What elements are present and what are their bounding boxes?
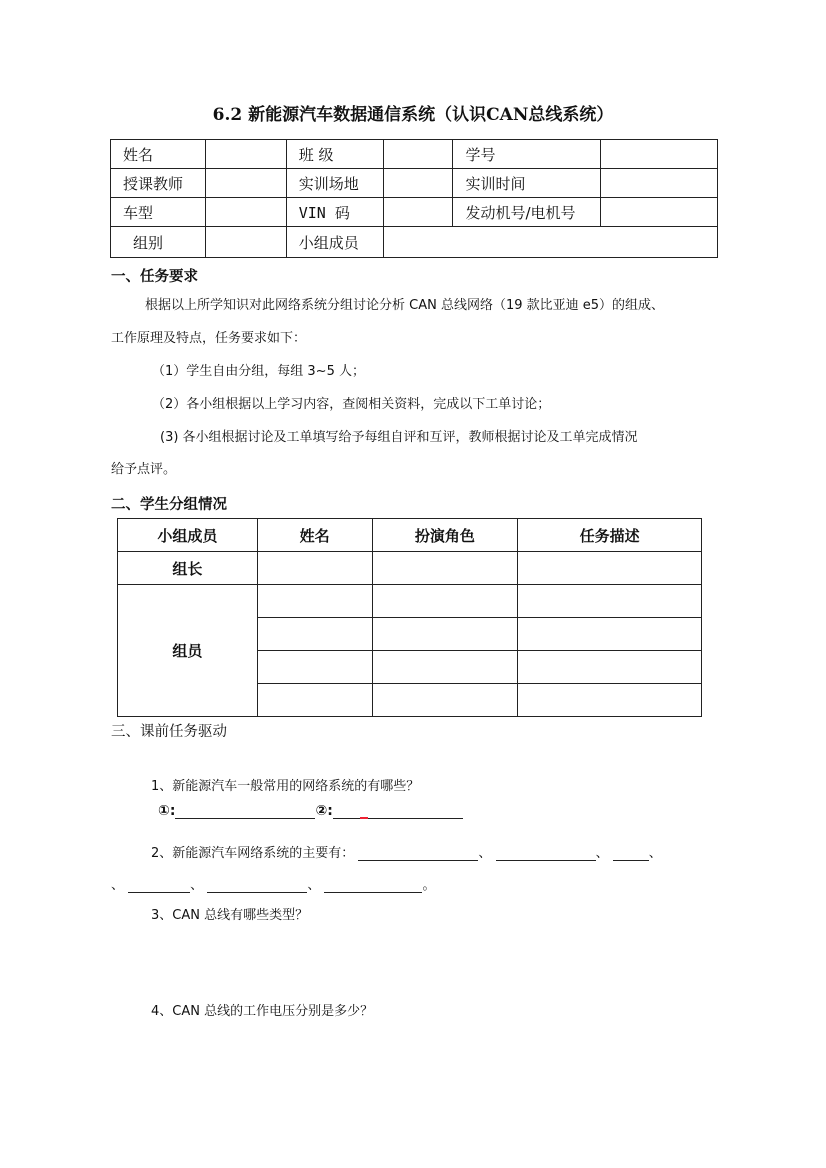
answer-blank[interactable] <box>613 846 649 861</box>
student-info-table <box>110 139 718 258</box>
requirement-item-3-continued: 给予点评。 <box>111 462 177 477</box>
member-task-cell[interactable] <box>518 585 702 618</box>
requirement-item-3: (3) 各小组根据讨论及工单填写给予每组自评和互评，教师根据讨论及工单完成情况 <box>160 430 638 445</box>
member-role-cell[interactable] <box>372 651 518 684</box>
document-title: 6.2 新能源汽车数据通信系统（认识CAN总线系统） <box>212 105 614 125</box>
separator: 、 <box>648 846 662 861</box>
group-label: 组别 <box>111 227 206 258</box>
member-label: 组员 <box>118 585 258 717</box>
info-row <box>111 169 718 198</box>
question-3: 3、CAN 总线有哪些类型？ <box>151 908 309 923</box>
column-header-task: 任务描述 <box>518 519 702 552</box>
leader-label: 组长 <box>118 552 258 585</box>
intro-paragraph-line2: 工作原理及特点，任务要求如下： <box>111 331 307 346</box>
answer-marker-2: ②: <box>315 803 333 819</box>
name-field[interactable] <box>205 140 286 169</box>
engine-motor-number-label: 发动机号/电机号 <box>453 198 601 227</box>
student-id-field[interactable] <box>601 140 718 169</box>
member-name-cell[interactable] <box>257 585 372 618</box>
separator: 、 <box>478 846 492 861</box>
engine-motor-number-field[interactable] <box>601 198 718 227</box>
answer-marker-1: ①: <box>158 803 176 819</box>
answer-blank[interactable] <box>207 878 307 893</box>
vehicle-model-field[interactable] <box>205 198 286 227</box>
group-field[interactable] <box>205 227 286 258</box>
info-row <box>111 227 718 258</box>
question-2-line1 <box>151 842 662 861</box>
separator: 、 <box>595 846 609 861</box>
column-header-members: 小组成员 <box>118 519 258 552</box>
question-4: 4、CAN 总线的工作电压分别是多少？ <box>151 1004 374 1019</box>
table-row <box>118 585 702 618</box>
group-members-field[interactable] <box>383 227 717 258</box>
column-header-name: 姓名 <box>257 519 372 552</box>
member-role-cell[interactable] <box>372 618 518 651</box>
red-mark <box>360 817 368 819</box>
leader-name-cell[interactable] <box>257 552 372 585</box>
question-2-line2 <box>111 874 435 893</box>
member-role-cell[interactable] <box>372 585 518 618</box>
member-role-cell[interactable] <box>372 684 518 717</box>
group-members-label: 小组成员 <box>286 227 383 258</box>
separator: 、 <box>190 878 204 893</box>
answer-blank[interactable] <box>358 846 478 861</box>
section-heading-task-requirements: 一、任务要求 <box>111 269 198 285</box>
period: 。 <box>422 878 436 893</box>
column-header-role: 扮演角色 <box>372 519 518 552</box>
training-site-field[interactable] <box>383 169 453 198</box>
requirement-item-1: （1）学生自由分组，每组 3~5 人； <box>152 364 365 379</box>
training-site-label: 实训场地 <box>286 169 383 198</box>
class-label: 班 级 <box>286 140 383 169</box>
info-row <box>111 198 718 227</box>
question-2: 2、新能源汽车网络系统的主要有： <box>151 846 355 861</box>
teacher-label: 授课教师 <box>111 169 206 198</box>
teacher-field[interactable] <box>205 169 286 198</box>
member-task-cell[interactable] <box>518 618 702 651</box>
table-row <box>118 552 702 585</box>
separator: 、 <box>307 878 321 893</box>
training-time-field[interactable] <box>601 169 718 198</box>
info-row <box>111 140 718 169</box>
question-1: 1、新能源汽车一般常用的网络系统的有哪些？ <box>151 779 420 794</box>
section-heading-grouping: 二、学生分组情况 <box>111 497 227 513</box>
class-field[interactable] <box>383 140 453 169</box>
vehicle-model-label: 车型 <box>111 198 206 227</box>
question-1-answer-line <box>158 803 463 819</box>
member-task-cell[interactable] <box>518 684 702 717</box>
member-name-cell[interactable] <box>257 651 372 684</box>
requirement-item-2: （2）各小组根据以上学习内容，查阅相关资料，完成以下工单讨论； <box>152 397 551 412</box>
student-id-label: 学号 <box>453 140 601 169</box>
vin-label: VIN 码 <box>286 198 383 227</box>
group-table <box>117 518 702 717</box>
vin-field[interactable] <box>383 198 453 227</box>
answer-blank[interactable] <box>128 878 190 893</box>
intro-paragraph-line1: 根据以上所学知识对此网络系统分组讨论分析 CAN 总线网络（19 款比亚迪 e5）的组成、 <box>145 298 665 313</box>
answer-2-blank[interactable] <box>333 804 463 819</box>
member-name-cell[interactable] <box>257 618 372 651</box>
answer-blank[interactable] <box>324 878 422 893</box>
section-heading-pre-class-tasks: 三、课前任务驱动 <box>111 724 227 740</box>
training-time-label: 实训时间 <box>453 169 601 198</box>
answer-blank[interactable] <box>496 846 596 861</box>
separator: 、 <box>111 878 125 893</box>
name-label: 姓名 <box>111 140 206 169</box>
leader-task-cell[interactable] <box>518 552 702 585</box>
group-table-header-row <box>118 519 702 552</box>
member-name-cell[interactable] <box>257 684 372 717</box>
member-task-cell[interactable] <box>518 651 702 684</box>
answer-1-blank[interactable] <box>175 804 315 819</box>
leader-role-cell[interactable] <box>372 552 518 585</box>
